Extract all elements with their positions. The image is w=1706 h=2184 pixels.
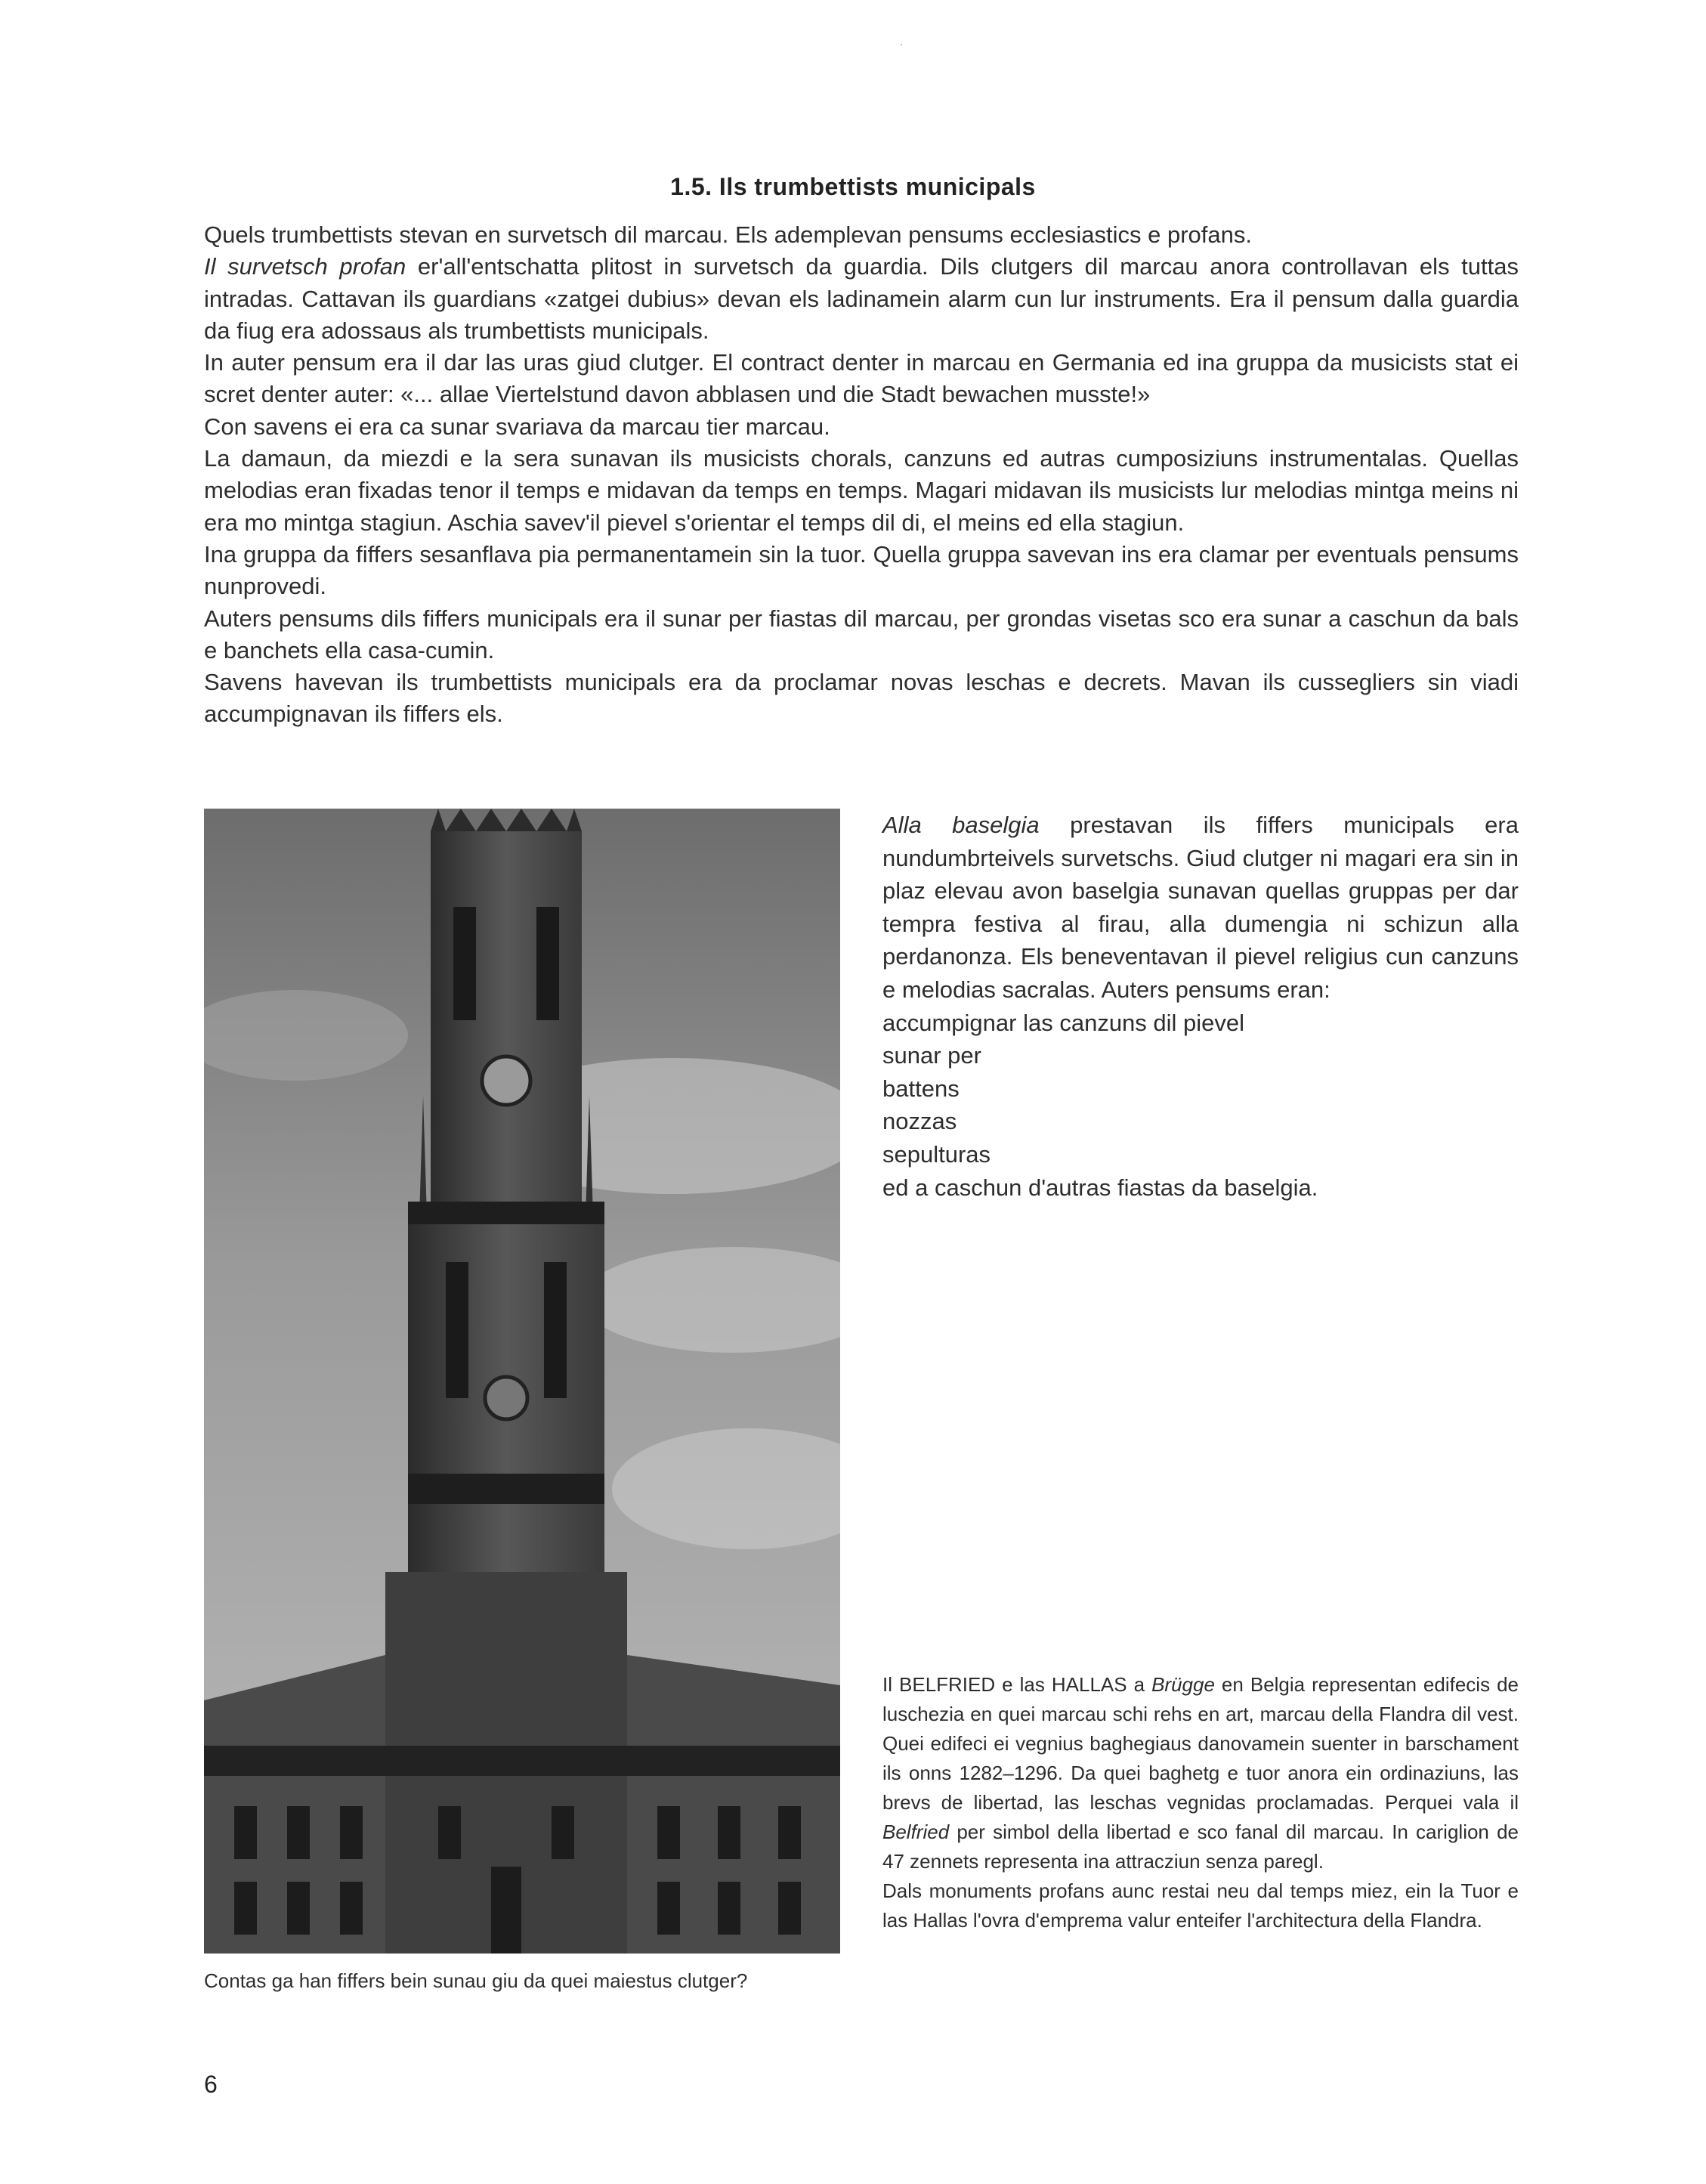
page-title: 1.5. Ils trumbettists municipals <box>670 173 1036 201</box>
duty-item: sepulturas <box>882 1140 991 1168</box>
photo-caption: Contas ga han fiffers bein sunau giu da quei maiestus clutger? <box>204 1969 748 1992</box>
church-paragraph <box>882 809 1519 1007</box>
intro-paragraph: Quels trumbettists stevan en survetsch dil marcau. Els ademplevan pensums ecclesiastics e profans. <box>204 221 1253 248</box>
duty-item: battens <box>882 1075 960 1102</box>
intro-paragraph <box>204 251 1519 347</box>
duty-item: accumpignar las canzuns dil pievel <box>882 1009 1245 1036</box>
duty-item: sunar per <box>882 1042 981 1069</box>
italic-term: Alla baselgia <box>882 812 1040 838</box>
photo-description-paragraph <box>882 1670 1519 1876</box>
intro-paragraph-text: er'all'entschatta plitost in survetsch da guardia. Dils clutgers dil marcau anora controllavan els tuttas intradas. Cattavan ils guardians «zatgei dubius» devan els ladinamein alarm cun lur instruments. Era il pensum dalla guardia da fiug era adossaus als trumbettists municipals. <box>204 253 1519 344</box>
church-duties-text <box>882 809 1519 1204</box>
photo-description-paragraph: Dals monuments profans aunc restai neu dal temps miez, ein la Tuor e las Hallas l'ovra d'emprema valur enteifer l'architectura della Flandra. <box>882 1879 1519 1932</box>
page-number: 6 <box>204 2071 218 2098</box>
intro-paragraph: Auters pensums dils fiffers municipals era il sunar per fiastas dil marcau, per grondas visetas sco era sunar a caschun da bals e banchets ella casa-cumin. <box>204 605 1519 664</box>
scan-speck <box>901 44 902 45</box>
intro-paragraph: Ina gruppa da fiffers sesanflava pia permanentamein sin la tuor. Quella gruppa savevan ins era clamar per eventuals pensums nunprovedi. <box>204 540 1519 600</box>
intro-paragraph: Savens havevan ils trumbettists municipals era da proclamar novas leschas e decrets. Mavan ils cussegliers sin viadi accumpignavan ils fiffers els. <box>204 669 1519 728</box>
italic-term: Il survetsch profan <box>204 253 406 280</box>
caption-text: Il BELFRIED e las HALLAS a <box>882 1673 1152 1696</box>
intro-paragraph: Con savens ei era ca sunar svariava da marcau tier marcau. <box>204 413 830 440</box>
caption-text: per simbol della libertad e sco fanal dil marcau. In cariglion de 47 zennets representa ina attracziun senza paregl. <box>882 1821 1519 1873</box>
duty-item: nozzas <box>882 1108 957 1135</box>
belfry-photo <box>204 809 840 1954</box>
italic-term: Belfried <box>882 1821 950 1843</box>
church-paragraph-text: prestavan ils fiffers municipals era nundumbrteivels survetschs. Giud clutger ni magari era sin in plaz elevau avon baselgia sunavan quellas gruppas per dar tempra festiva al firau, alla dumengia ni schizun alla perdanonza. Els beneventavan il pievel religius cun canzuns e melodias sacralas. Auters pensums eran: <box>882 812 1519 1003</box>
intro-paragraph: La damaun, da miezdi e la sera sunavan ils musicists chorals, canzuns ed autras cumposiziuns instrumentalas. Quellas melodias eran fixadas tenor il temps e midavan da temps en temps. Magari midavan ils musicists lur melodias mintga meins ni era mo mintga stagiun. Aschia savev'il pievel s'orientar el temps dil di, el meins ed ella stagiun. <box>204 445 1519 536</box>
italic-term: Brügge <box>1151 1673 1215 1696</box>
intro-text <box>204 219 1519 731</box>
caption-text: en Belgia representan edifecis de luschezia en quei marcau schi rehs en art, marcau della Flandra dil vest. Quei edifeci ei vegnius baghegiaus danovamein suenter in barschament ils onns 1282–1296. Da quei baghetg e tuor anora ein ordinaziuns, las brevs de libertad, las leschas vegnidas proclamadas. Perquei vala il <box>882 1673 1519 1814</box>
duty-item: ed a caschun d'autras fiastas da baselgia. <box>882 1174 1318 1201</box>
photo-description <box>882 1670 1519 1935</box>
intro-paragraph: In auter pensum era il dar las uras giud clutger. El contract denter in marcau en Germania ed ina gruppa da musicists stat ei scret denter auter: «... allae Viertelstund davon abblasen und die Stadt bewachen musste!» <box>204 349 1519 408</box>
